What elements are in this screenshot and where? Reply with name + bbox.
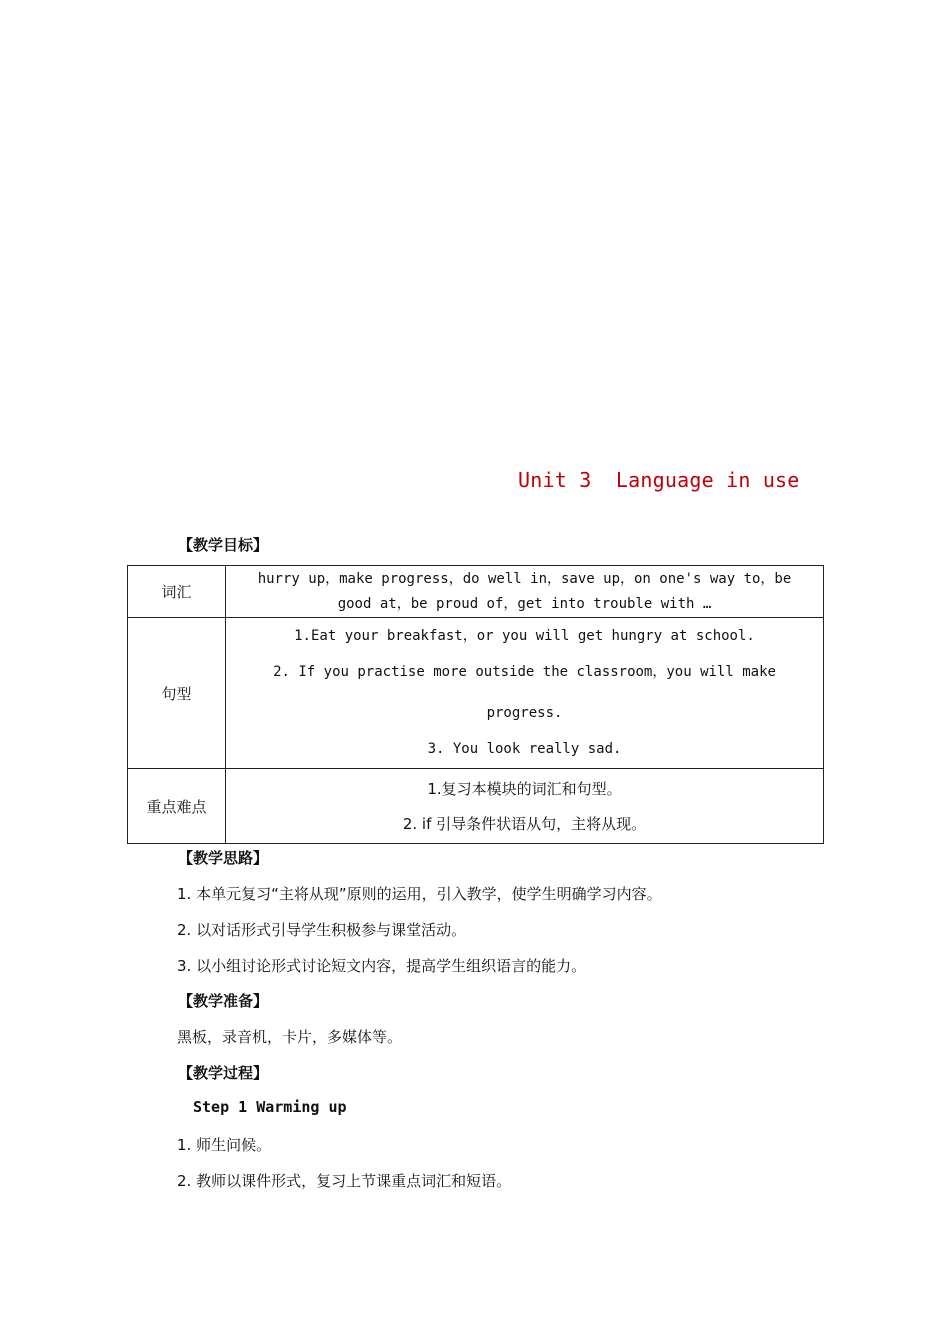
step-title: Step 1 Warming up bbox=[193, 1098, 347, 1116]
table-row bbox=[128, 566, 824, 618]
step-item: 1. 师生问候。 bbox=[177, 1136, 272, 1154]
objectives-table bbox=[127, 565, 824, 844]
approach-heading: 【教学思路】 bbox=[178, 849, 269, 867]
vocab-cell bbox=[226, 566, 824, 618]
vocab-line: hurry up，make progress，do well in，save up，on one's way to，be bbox=[257, 570, 792, 587]
page-title: Unit 3 Language in use bbox=[518, 468, 800, 492]
sentence-label: 句型 bbox=[128, 618, 226, 769]
prep-text: 黑板，录音机，卡片，多媒体等。 bbox=[177, 1028, 403, 1046]
sentence-3: 3. You look really sad. bbox=[427, 741, 622, 757]
key-point-1: 1.复习本模块的词汇和句型。 bbox=[427, 780, 622, 798]
key-label: 重点难点 bbox=[128, 769, 226, 844]
approach-item: 2. 以对话形式引导学生积极参与课堂活动。 bbox=[177, 921, 467, 939]
sentence-1: 1.Eat your breakfast，or you will get hungry at school. bbox=[294, 628, 755, 644]
sentence-2a: 2. If you practise more outside the classroom，you will make bbox=[273, 664, 776, 680]
process-heading: 【教学过程】 bbox=[178, 1064, 269, 1082]
vocab-line: good at，be proud of，get into trouble with … bbox=[337, 595, 712, 612]
table-row bbox=[128, 618, 824, 769]
approach-item: 1. 本单元复习“主将从现”原则的运用，引入教学，使学生明确学习内容。 bbox=[177, 885, 662, 903]
sentence-cell bbox=[226, 618, 824, 769]
key-point-2: 2. if 引导条件状语从句，主将从现。 bbox=[402, 815, 647, 833]
vocab-label: 词汇 bbox=[128, 566, 226, 618]
prep-heading: 【教学准备】 bbox=[178, 992, 269, 1010]
goals-heading: 【教学目标】 bbox=[178, 536, 269, 554]
key-cell bbox=[226, 769, 824, 844]
approach-item: 3. 以小组讨论形式讨论短文内容，提高学生组织语言的能力。 bbox=[177, 957, 587, 975]
table-row bbox=[128, 769, 824, 844]
step-item: 2. 教师以课件形式，复习上节课重点词汇和短语。 bbox=[177, 1172, 512, 1190]
sentence-2b: progress. bbox=[486, 705, 563, 721]
